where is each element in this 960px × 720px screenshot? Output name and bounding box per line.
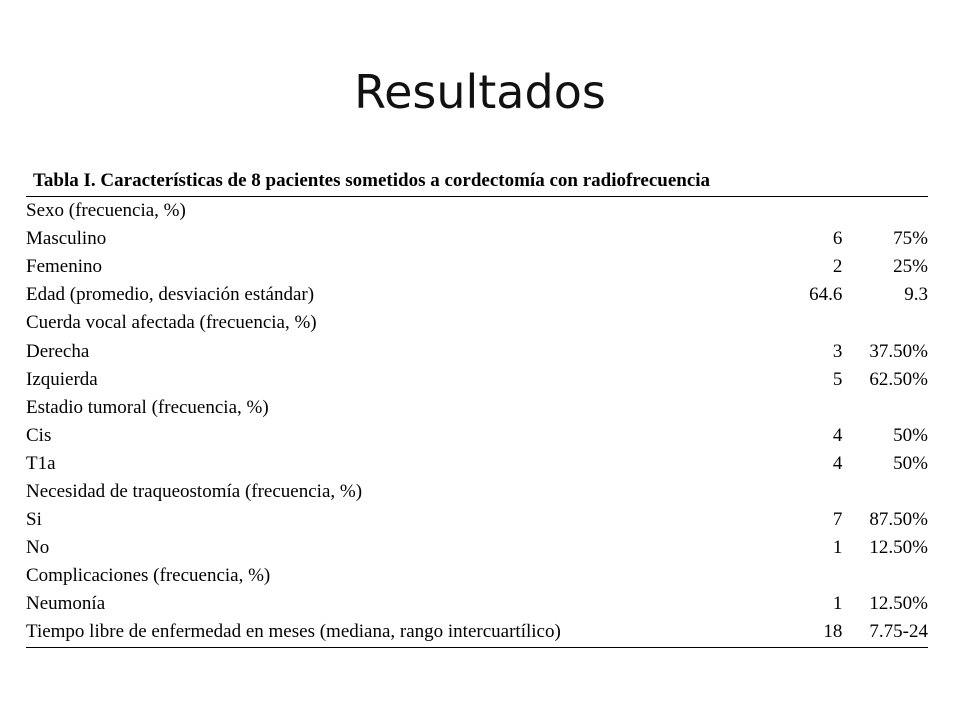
row-value-stat: 12.50% bbox=[869, 593, 928, 615]
row-value-stat bbox=[842, 394, 928, 422]
row-value-count: 3 bbox=[832, 340, 843, 362]
table-row bbox=[26, 197, 928, 225]
row-label: Cuerda vocal afectada (frecuencia, %) bbox=[26, 312, 317, 334]
row-label: Complicaciones (frecuencia, %) bbox=[26, 565, 271, 587]
row-value-count bbox=[797, 394, 842, 422]
row-value-stat: 7.75-24 bbox=[869, 621, 928, 643]
row-label: Izquierda bbox=[26, 368, 98, 390]
row-value-stat: 12.50% bbox=[869, 537, 928, 559]
table-row bbox=[26, 309, 928, 337]
row-value-count: 1 bbox=[832, 537, 843, 559]
row-value-stat: 75% bbox=[893, 228, 928, 250]
table-row bbox=[26, 450, 928, 478]
table-caption: Tabla I. Características de 8 pacientes sometidos a cordectomía con radiofrecuencia bbox=[33, 170, 711, 191]
row-label: Necesidad de traqueostomía (frecuencia, %) bbox=[26, 480, 363, 502]
row-label: Tiempo libre de enfermedad en meses (mediana, rango intercuartílico) bbox=[26, 621, 561, 643]
row-value-count: 4 bbox=[832, 452, 843, 474]
results-table bbox=[26, 167, 928, 648]
table-row bbox=[26, 394, 928, 422]
slide-title: Resultados bbox=[354, 65, 606, 119]
row-value-stat: 87.50% bbox=[869, 509, 928, 531]
table-row bbox=[26, 618, 928, 646]
row-value-count: 4 bbox=[832, 424, 843, 446]
table-row bbox=[26, 366, 928, 394]
row-value-stat: 9.3 bbox=[904, 284, 928, 306]
row-value-stat bbox=[842, 478, 928, 506]
table-row bbox=[26, 562, 928, 590]
row-label: Cis bbox=[26, 424, 52, 446]
row-value-count: 18 bbox=[823, 621, 843, 643]
row-label: Derecha bbox=[26, 340, 90, 362]
table-bottom-rule bbox=[26, 647, 928, 648]
row-label: Estadio tumoral (frecuencia, %) bbox=[26, 396, 269, 418]
data-table bbox=[26, 197, 928, 647]
row-value-stat: 50% bbox=[893, 452, 928, 474]
table-row bbox=[26, 281, 928, 309]
row-label: Edad (promedio, desviación estándar) bbox=[26, 284, 315, 306]
row-value-count: 2 bbox=[832, 256, 843, 278]
row-value-count bbox=[797, 197, 842, 225]
row-value-stat: 50% bbox=[893, 424, 928, 446]
table-row bbox=[26, 590, 928, 618]
row-label: No bbox=[26, 537, 50, 559]
table-row bbox=[26, 253, 928, 281]
row-value-stat: 37.50% bbox=[869, 340, 928, 362]
row-value-stat bbox=[842, 309, 928, 337]
table-row bbox=[26, 422, 928, 450]
table-row bbox=[26, 506, 928, 534]
row-value-count bbox=[797, 562, 842, 590]
table-row bbox=[26, 534, 928, 562]
row-label: T1a bbox=[26, 452, 56, 474]
row-value-count bbox=[797, 478, 842, 506]
row-value-count: 7 bbox=[832, 509, 843, 531]
row-value-count: 64.6 bbox=[809, 284, 843, 306]
row-label: Sexo (frecuencia, %) bbox=[26, 200, 186, 222]
row-label: Masculino bbox=[26, 228, 107, 250]
row-value-stat bbox=[842, 562, 928, 590]
row-value-count: 5 bbox=[832, 368, 843, 390]
row-value-stat: 62.50% bbox=[869, 368, 928, 390]
table-row bbox=[26, 337, 928, 365]
table-row bbox=[26, 478, 928, 506]
row-value-stat bbox=[842, 197, 928, 225]
table-row bbox=[26, 225, 928, 253]
row-label: Femenino bbox=[26, 256, 102, 278]
row-value-stat: 25% bbox=[893, 256, 928, 278]
row-value-count bbox=[797, 309, 842, 337]
row-value-count: 1 bbox=[832, 593, 843, 615]
row-label: Neumonía bbox=[26, 593, 106, 615]
row-label: Si bbox=[26, 509, 42, 531]
row-value-count: 6 bbox=[832, 228, 843, 250]
